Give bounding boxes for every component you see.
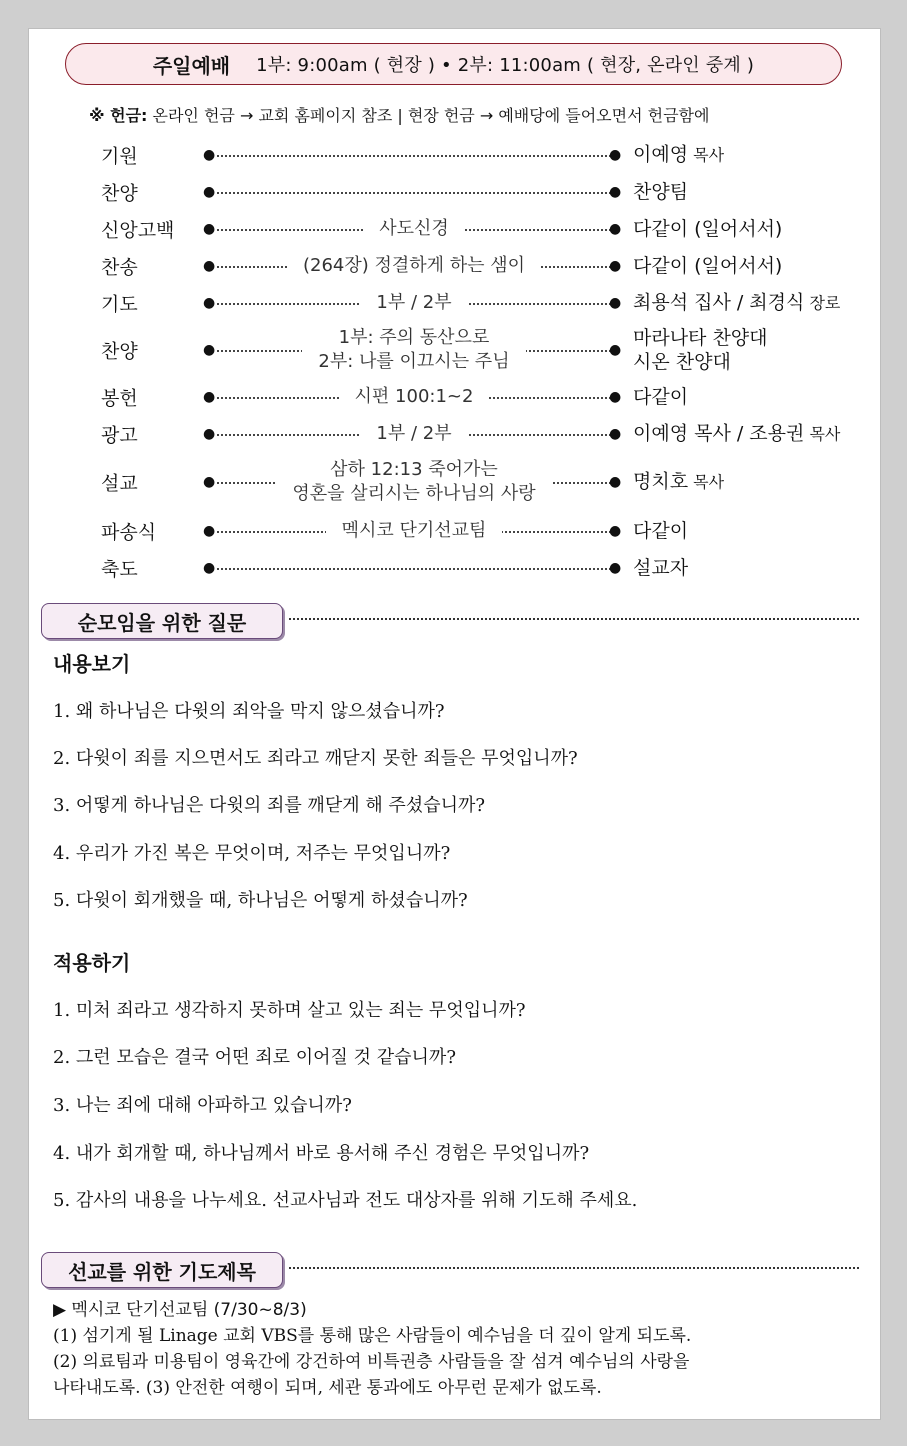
offering-label: ※ 헌금:: [89, 106, 148, 125]
apply-question: 2. 그런 모습은 결국 어떤 죄로 이어질 것 같습니까?: [53, 1047, 456, 1068]
bulletin-page: [28, 28, 881, 1420]
order-item-leader-name: 명치호: [633, 470, 689, 493]
bullet-icon: ●: [203, 474, 216, 490]
order-item-detail-text: 1부 / 2부: [360, 291, 467, 315]
apply-question: 4. 내가 회개할 때, 하나님께서 바로 용서해 주신 경험은 무엇입니까?: [53, 1143, 590, 1164]
order-item-detail-text: 시편 100:1~2: [339, 385, 490, 409]
order-row: [101, 416, 861, 452]
content-question: 1. 왜 하나님은 다윗의 죄악을 막지 않으셨습니까?: [53, 701, 445, 722]
order-row: [101, 211, 861, 247]
bullet-icon: ●: [203, 523, 216, 539]
mission-tag: [41, 1252, 283, 1288]
bullet-icon: ●: [609, 258, 622, 274]
order-item-leader-name: 다같이 (일어서서): [633, 255, 783, 277]
order-item-leader-name: 다같이: [633, 520, 689, 542]
bullet-icon: ●: [609, 426, 622, 442]
questions-tag-label: 순모임을 위한 질문: [77, 610, 247, 635]
mission-heading: ▶ 멕시코 단기선교팀 (7/30~8/3): [53, 1300, 307, 1320]
dotted-leader: [217, 155, 611, 157]
order-item-name: 파송식: [101, 521, 157, 544]
bullet-icon: ●: [609, 147, 622, 163]
order-item-leader: [633, 385, 688, 409]
order-item-detail: [217, 519, 611, 543]
order-item-leader-title: 목사: [804, 424, 841, 444]
bullet-icon: ●: [609, 221, 622, 237]
apply-question: 3. 나는 죄에 대해 아파하고 있습니까?: [53, 1095, 352, 1116]
content-question: 5. 다윗이 회개했을 때, 하나님은 어떻게 하셨습니까?: [53, 890, 468, 911]
mission-divider: [289, 1267, 859, 1269]
order-item-detail: [217, 254, 611, 278]
order-item-name: 찬송: [101, 256, 138, 279]
order-item-name: 신앙고백: [101, 219, 175, 242]
content-subhead: 내용보기: [53, 652, 131, 676]
order-item-name: 봉헌: [101, 387, 138, 410]
order-item-leader: [633, 217, 782, 241]
order-item-leader-name: 설교자: [633, 557, 689, 579]
worship-title: 주일예배: [152, 53, 231, 78]
order-item-name: 설교: [101, 472, 138, 495]
order-item-leader: [633, 470, 724, 495]
bullet-icon: ●: [203, 258, 216, 274]
order-item-detail-text: 사도신경: [363, 217, 465, 241]
apply-question: 1. 미처 죄라고 생각하지 못하며 살고 있는 죄는 무엇입니까?: [53, 1000, 526, 1021]
order-item-leader: [633, 519, 688, 543]
order-row: [101, 457, 861, 507]
questions-tag: [41, 603, 283, 639]
bullet-icon: ●: [609, 523, 622, 539]
order-item-leader-name: 마라나타 찬양대 시온 찬양대: [633, 327, 768, 373]
order-item-leader: [633, 254, 782, 278]
order-item-leader-name: 최용석 집사 / 최경식: [633, 291, 805, 314]
worship-times: 1부: 9:00am ( 현장 ) • 2부: 11:00am ( 현장, 온라인 중계 ): [256, 55, 755, 76]
order-item-leader: [633, 422, 840, 447]
questions-divider: [289, 618, 859, 620]
mission-prayer: [53, 1297, 863, 1401]
order-item-name: 축도: [101, 558, 138, 581]
bullet-icon: ●: [609, 389, 622, 405]
order-item-detail-text: 1부: 주의 동산으로 2부: 나를 이끄시는 주님: [302, 326, 525, 374]
order-item-detail: [217, 458, 611, 506]
bullet-icon: ●: [203, 295, 216, 311]
order-row: [101, 248, 861, 284]
order-item-detail: [217, 291, 611, 315]
bullet-icon: ●: [203, 426, 216, 442]
content-question: 2. 다윗이 죄를 지으면서도 죄라고 깨닫지 못한 죄들은 무엇입니까?: [53, 748, 578, 769]
order-row: [101, 137, 861, 173]
order-item-leader-name: 다같이 (일어서서): [633, 218, 783, 240]
offering-text: 온라인 헌금 → 교회 홈페이지 참조 | 현장 헌금 → 예배당에 들어오면서 헌금함에: [147, 106, 710, 125]
bullet-icon: ●: [609, 342, 622, 358]
order-item-detail: [217, 217, 611, 241]
mission-line: (2) 의료팀과 미용팀이 영육간에 강건하여 비특권층 사람들을 잘 섬겨 예수님의 사랑을: [53, 1352, 690, 1372]
order-item-leader-name: 이예영 목사 / 조용권: [633, 422, 805, 445]
bullet-icon: ●: [609, 184, 622, 200]
order-item-name: 기도: [101, 293, 138, 316]
order-item-name: 광고: [101, 424, 138, 447]
bullet-icon: ●: [609, 560, 622, 576]
order-item-leader-title: 목사: [688, 472, 725, 492]
content-question: 4. 우리가 가진 복은 무엇이며, 저주는 무엇입니까?: [53, 843, 451, 864]
dotted-leader: [217, 192, 611, 194]
bullet-icon: ●: [203, 560, 216, 576]
order-item-detail-text: 멕시코 단기선교팀: [326, 519, 503, 543]
order-item-leader: [633, 291, 840, 316]
bullet-icon: ●: [203, 221, 216, 237]
bullet-icon: ●: [203, 389, 216, 405]
order-item-leader-title: 장로: [804, 293, 841, 313]
dotted-leader: [217, 568, 611, 570]
order-row: [101, 327, 861, 373]
order-item-leader-name: 찬양팀: [633, 181, 689, 203]
order-item-detail: [217, 326, 611, 374]
offering-note: [89, 103, 709, 126]
order-item-detail-text: 삼하 12:13 죽어가는 영혼을 살리시는 하나님의 사랑: [276, 458, 551, 506]
mission-line: 나타내도록. (3) 안전한 여행이 되며, 세관 통과에도 아무런 문제가 없도록.: [53, 1378, 602, 1398]
mission-tag-label: 선교를 위한 기도제목: [68, 1259, 256, 1284]
order-item-detail-text: (264장) 정결하게 하는 샘이: [287, 254, 541, 278]
order-item-detail-text: 1부 / 2부: [360, 422, 467, 446]
order-item-name: 찬양: [101, 340, 138, 363]
order-item-leader: [633, 556, 688, 580]
order-row: [101, 174, 861, 210]
order-row: [101, 379, 861, 415]
bullet-icon: ●: [203, 184, 216, 200]
order-item-leader: [633, 143, 724, 168]
order-row: [101, 550, 861, 586]
order-item-detail: [217, 422, 611, 446]
bullet-icon: ●: [609, 295, 622, 311]
bullet-icon: ●: [203, 342, 216, 358]
order-item-name: 찬양: [101, 182, 138, 205]
worship-header: [65, 43, 842, 85]
order-item-leader-title: 목사: [688, 145, 725, 165]
bullet-icon: ●: [203, 147, 216, 163]
order-row: [101, 285, 861, 321]
order-item-leader: [633, 326, 768, 374]
order-item-name: 기원: [101, 145, 138, 168]
order-item-leader-name: 다같이: [633, 386, 689, 408]
bullet-icon: ●: [609, 474, 622, 490]
apply-subhead: 적용하기: [53, 951, 131, 975]
mission-line: (1) 섬기게 될 Linage 교회 VBS를 통해 많은 사람들이 예수님을 더 깊이 알게 되도록.: [53, 1326, 692, 1346]
order-item-detail: [217, 385, 611, 409]
order-row: [101, 513, 861, 549]
order-item-leader: [633, 180, 688, 204]
apply-question: 5. 감사의 내용을 나누세요. 선교사님과 전도 대상자를 위해 기도해 주세요.: [53, 1190, 638, 1211]
content-question: 3. 어떻게 하나님은 다윗의 죄를 깨닫게 해 주셨습니까?: [53, 795, 486, 816]
order-item-leader-name: 이예영: [633, 143, 689, 166]
